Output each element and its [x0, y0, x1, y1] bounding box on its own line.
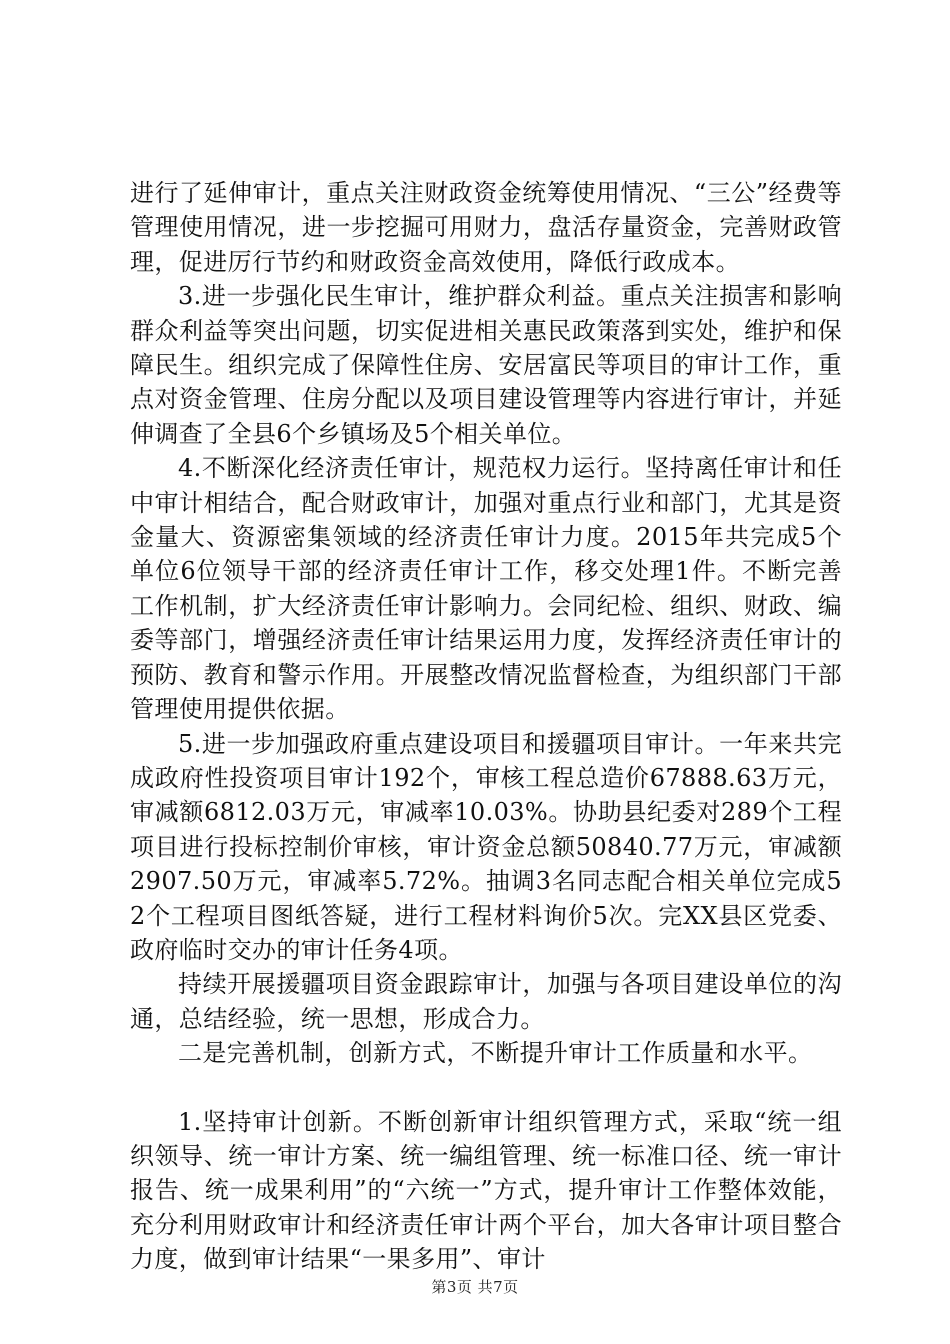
paragraph-economic-responsibility-audit: 4.不断深化经济责任审计，规范权力运行。坚持离任审计和任中审计相结合，配合财政审计，加强对重点行业和部门，尤其是资金量大、资源密集领域的经济责任审计力度。2015年共完成5个单位6位领导干部的经济责任审计工作，移交处理1件。不断完善工作机制，扩大经济责任审计影响力。会同纪检、组织、财政、编委等部门，增强经济责任审计结果运用力度，发挥经济责任审计的预防、教育和警示作用。开展整改情况监督检查，为组织部门干部管理使用提供依据。	[130, 454, 842, 724]
paragraph-continuation: 进行了延伸审计，重点关注财政资金统筹使用情况、“三公”经费等管理使用情况，进一步挖掘可用财力，盘活存量资金，完善财政管理，促进厉行节约和财政资金高效使用，降低行政成本。	[130, 179, 842, 276]
paragraph-livelihood-audit: 3.进一步强化民生审计，维护群众利益。重点关注损害和影响群众利益等突出问题，切实促进相关惠民政策落到实处，维护和保障民生。组织完成了保障性住房、安居富民等项目的审计工作，重点对资金管理、住房分配以及项目建设管理等内容进行审计，并延伸调查了全县6个乡镇场及5个相关单位。	[130, 282, 842, 448]
paragraph-construction-project-audit: 5.进一步加强政府重点建设项目和援疆项目审计。一年来共完成政府性投资项目审计192个，审核工程总造价67888.63万元，审减额6812.03万元，审减率10.03%。协助县纪委对289个工程项目进行投标控制价审核，审计资金总额50840.77万元，审减额2907.50万元，审减率5.72%。抽调3名同志配合相关单位完成52个工程项目图纸答疑，进行工程材料询价5次。完XX县区党委、政府临时交办的审计任务4项。	[130, 729, 842, 964]
paragraph-aid-project-tracking: 持续开展援疆项目资金跟踪审计，加强与各项目建设单位的沟通，总结经验，统一思想，形成合力。	[130, 970, 842, 1033]
paragraph-section-heading-two: 二是完善机制，创新方式，不断提升审计工作质量和水平。	[178, 1039, 813, 1068]
body-text	[130, 176, 842, 1277]
page-number-footer: 第3页 共7页	[431, 1278, 519, 1296]
paragraph-audit-innovation: 1.坚持审计创新。不断创新审计组织管理方式，采取“统一组织领导、统一审计方案、统一编组管理、统一标准口径、统一审计报告、统一成果利用”的“六统一”方式，提升审计工作整体效能，充分利用财政审计和经济责任审计两个平台，加大各审计项目整合力度，做到审计结果“一果多用”、审计	[130, 1107, 842, 1274]
